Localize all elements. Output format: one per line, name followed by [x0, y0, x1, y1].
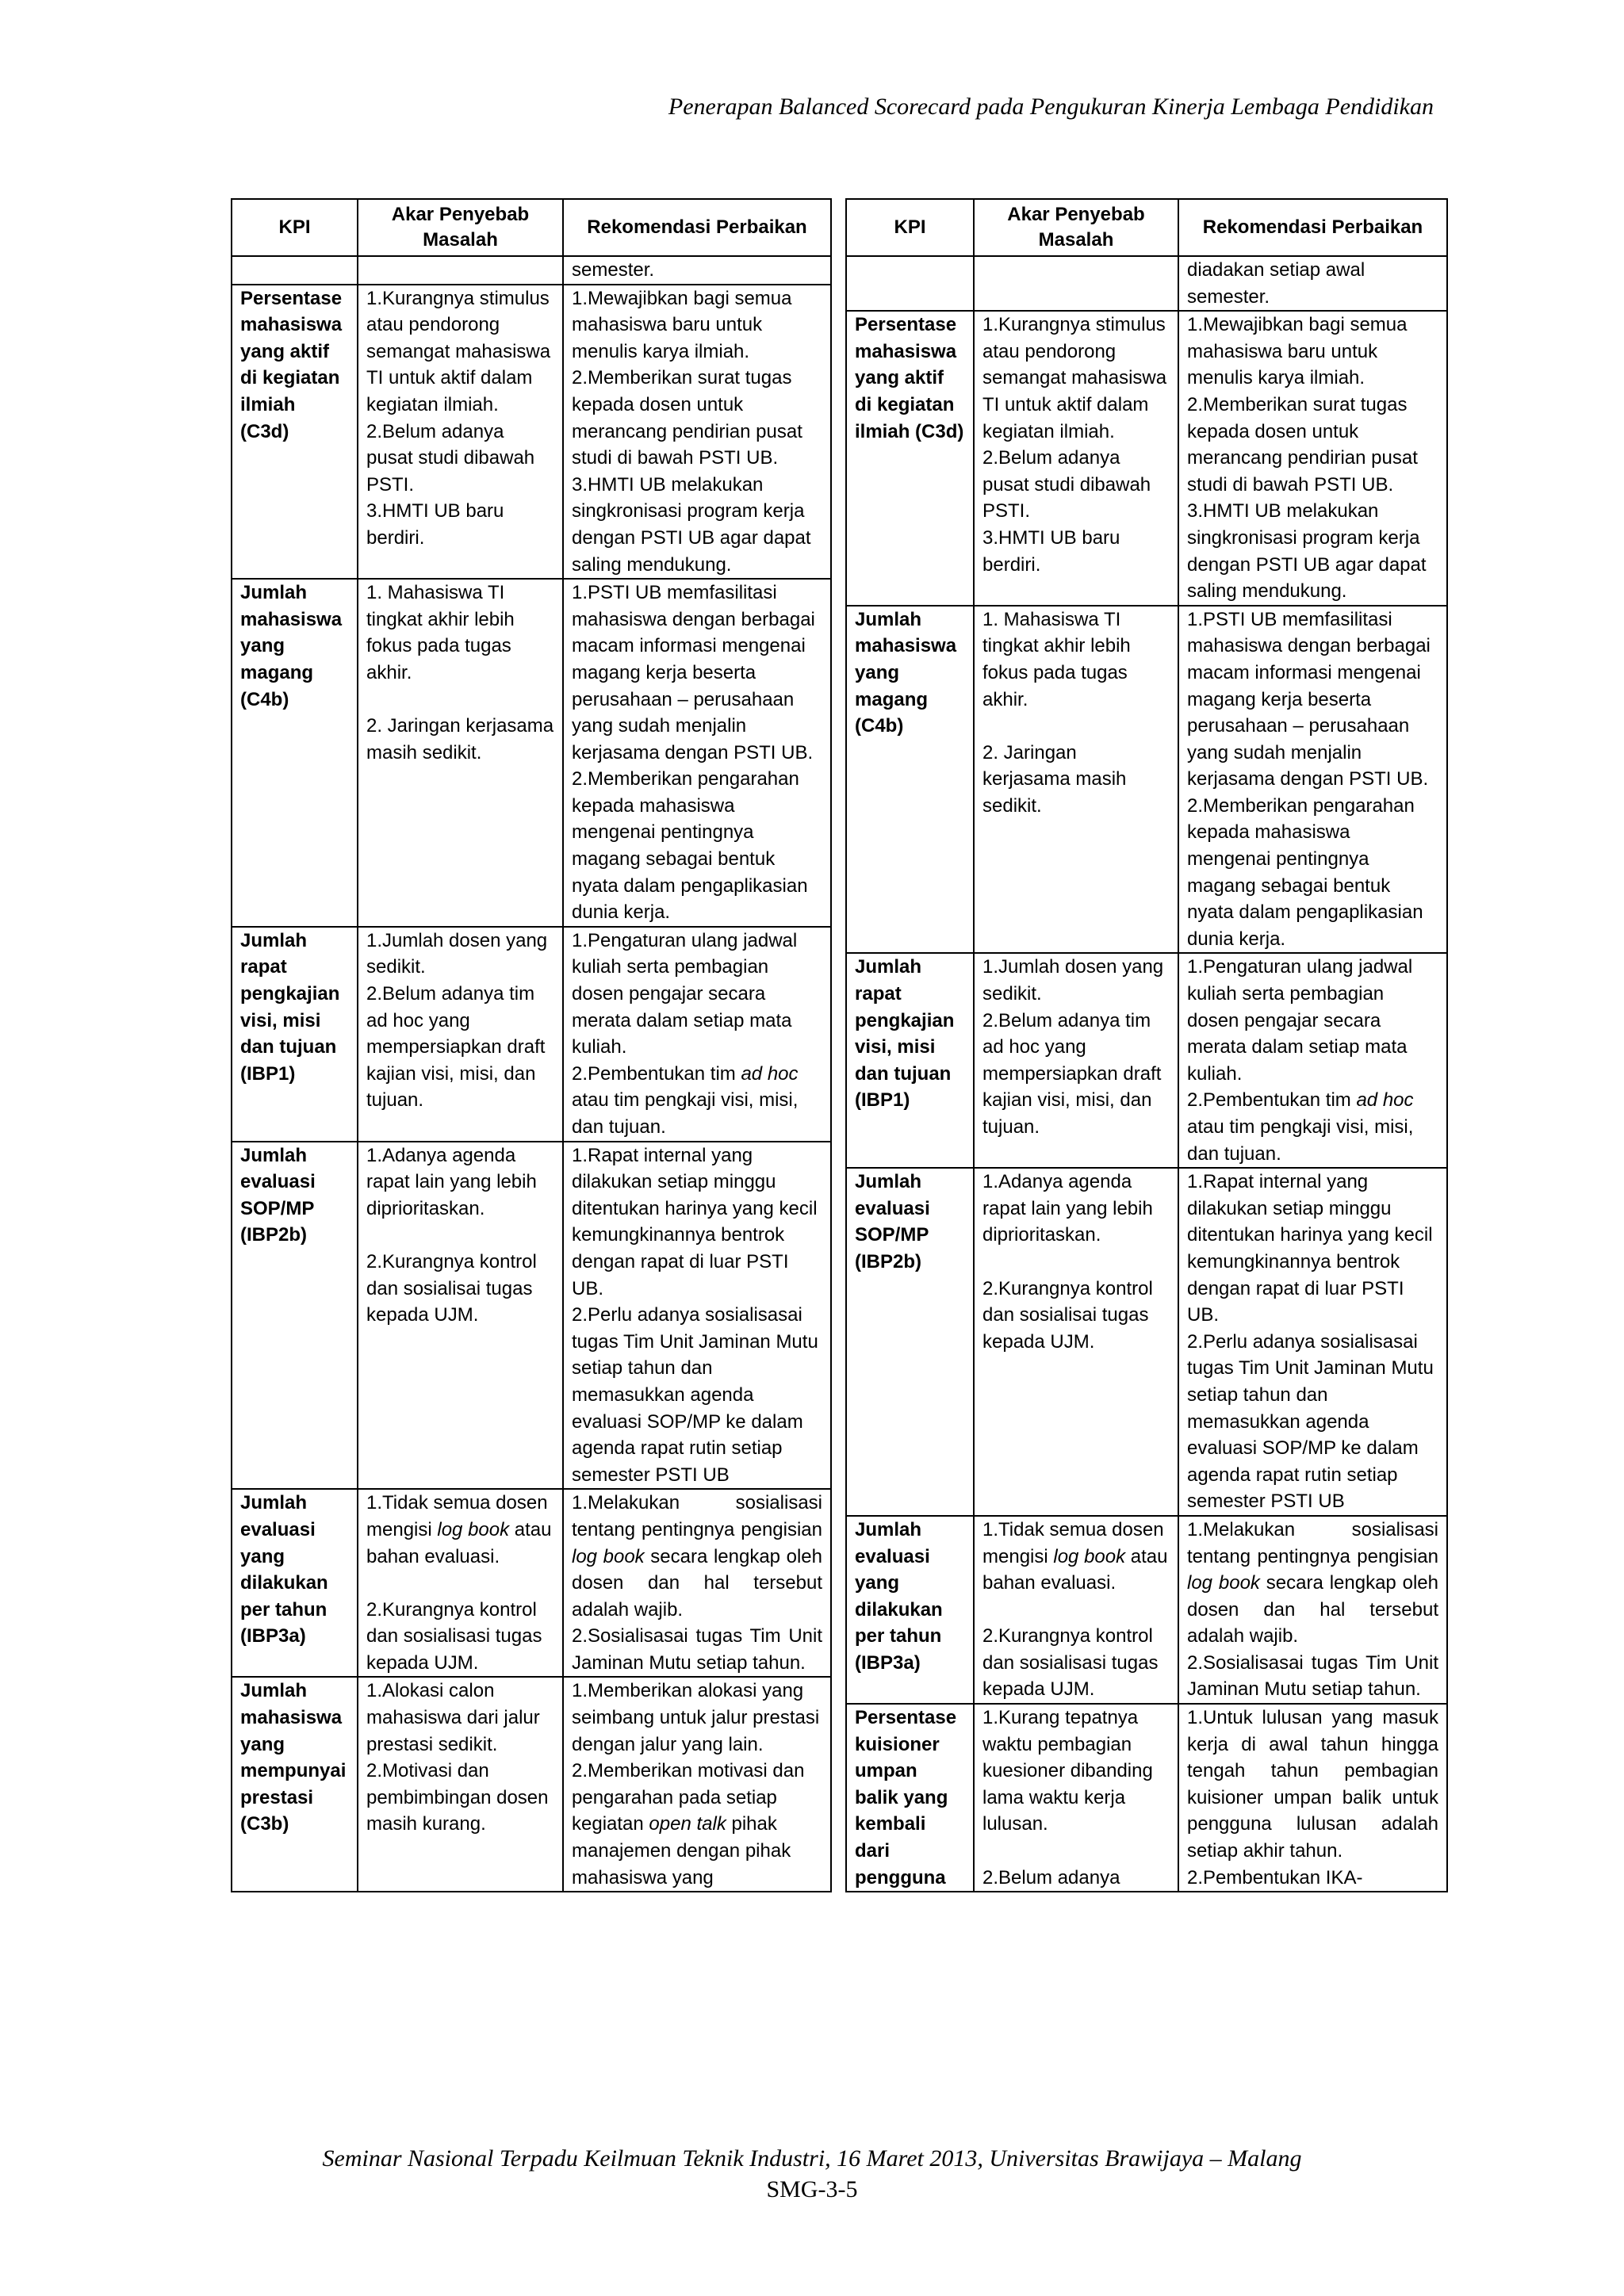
- rek-item: 1.PSTI UB memfasilitasi mahasiswa dengan berbagai macam informasi mengenai magang kerja beserta perusahaan – perusahaan yang sudah menjalin kerjasama dengan PSTI UB.: [1187, 608, 1431, 790]
- kpi-cell: Jumlah mahasiswa yang magang (C4b): [846, 606, 974, 954]
- akar-item: 1.Tidak semua dosen mengisi log book atau bahan evaluasi.: [366, 1492, 552, 1567]
- rek-cell: [1178, 311, 1447, 606]
- rek-item: 2.Perlu adanya sosialisasai tugas Tim Unit Jaminan Mutu setiap tahun dan memasukkan agenda evaluasi SOP/MP ke dalam agenda rapat rutin setiap semester PSTI UB: [1187, 1330, 1434, 1513]
- table-row: [232, 1677, 831, 1892]
- table-row: [846, 606, 1447, 954]
- akar-cell: [974, 311, 1178, 606]
- akar-cell: [358, 579, 563, 927]
- rek-cell: [1178, 606, 1447, 954]
- running-header: Penerapan Balanced Scorecard pada Pengukuran Kinerja Lembaga Pendidikan: [668, 94, 1434, 120]
- akar-item: 1. Mahasiswa TI tingkat akhir lebih fokus pada tugas akhir.: [982, 608, 1131, 710]
- table-row: [232, 1142, 831, 1490]
- table-row: [846, 256, 1447, 311]
- akar-item: 1.Kurangnya stimulus atau pendorong semangat mahasiswa TI untuk aktif dalam kegiatan ilmiah.: [366, 287, 551, 415]
- akar-item: 1.Kurangnya stimulus atau pendorong semangat mahasiswa TI untuk aktif dalam kegiatan ilmiah.: [982, 314, 1167, 442]
- kpi-cell: Jumlah evaluasi SOP/MP (IBP2b): [846, 1168, 974, 1516]
- table-row: [846, 311, 1447, 606]
- rek-item: 2.Pembentukan tim ad hoc atau tim pengkaji visi, misi, dan tujuan.: [572, 1062, 799, 1138]
- rek-item: 2.Memberikan pengarahan kepada mahasiswa mengenai pentingnya magang sebagai bentuk nyata dalam pengaplikasian dunia kerja.: [1187, 794, 1423, 950]
- table-row: [232, 927, 831, 1142]
- akar-item: 3.HMTI UB baru berdiri.: [982, 526, 1120, 576]
- rek-item: 2.Memberikan surat tugas kepada dosen untuk merancang pendirian pusat studi di bawah PSTI UB.: [1187, 393, 1418, 496]
- rek-item: 2.Pembentukan tim ad hoc atau tim pengkaji visi, misi, dan tujuan.: [1187, 1089, 1414, 1165]
- akar-item: 2.Kurangnya kontrol dan sosialisasi tugas kepada UJM.: [366, 1598, 542, 1674]
- table-row: [232, 1489, 831, 1677]
- header-akar: Akar Penyebab Masalah: [358, 199, 563, 256]
- akar-item: 2.Belum adanya tim ad hoc yang mempersiapkan draft kajian visi, misi, dan tujuan.: [366, 983, 546, 1112]
- rek-item: 2.Memberikan surat tugas kepada dosen untuk merancang pendirian pusat studi di bawah PSTI UB.: [572, 367, 802, 469]
- table-header-row: [846, 199, 1447, 256]
- akar-item: 2.Kurangnya kontrol dan sosialisai tugas kepada UJM.: [982, 1277, 1153, 1353]
- rek-item: 1.PSTI UB memfasilitasi mahasiswa dengan berbagai macam informasi mengenai magang kerja beserta perusahaan – perusahaan yang sudah menjalin kerjasama dengan PSTI UB.: [572, 582, 815, 763]
- kpi-cell: Jumlah mahasiswa yang magang (C4b): [232, 579, 358, 927]
- akar-item: 2.Kurangnya kontrol dan sosialisasi tugas kepada UJM.: [982, 1625, 1159, 1701]
- rek-item: 1.Untuk lulusan yang masuk kerja di awal tahun hingga tengah tahun pembagian kuisioner umpan balik untuk pengguna lulusan adalah setiap akhir tahun.: [1187, 1707, 1438, 1862]
- rek-item: 1.Melakukan sosialisasi tentang pentingnya pengisian log book secara lengkap oleh dosen dan hal tersebut adalah wajib.: [572, 1492, 822, 1621]
- table-row: [232, 256, 831, 285]
- rek-cell: [1178, 1516, 1447, 1704]
- header-kpi: KPI: [846, 199, 974, 256]
- akar-item: 1.Jumlah dosen yang sedikit.: [366, 929, 548, 978]
- rek-cell: [563, 1142, 831, 1490]
- akar-item: 1. Mahasiswa TI tingkat akhir lebih fokus pada tugas akhir.: [366, 582, 515, 683]
- kpi-cell: Jumlah rapat pengkajian visi, misi dan tujuan (IBP1): [846, 953, 974, 1168]
- rek-cell: [563, 579, 831, 927]
- footer-conference: Seminar Nasional Terpadu Keilmuan Teknik Industri, 16 Maret 2013, Universitas Brawijaya – Malang: [322, 2145, 1302, 2172]
- header-rekomendasi: Rekomendasi Perbaikan: [1178, 199, 1447, 256]
- kpi-cell: Persentase mahasiswa yang aktif di kegiatan ilmiah (C3d): [232, 285, 358, 580]
- akar-cell: [358, 285, 563, 580]
- kpi-cell: Jumlah evaluasi yang dilakukan per tahun (IBP3a): [232, 1489, 358, 1677]
- rek-cell: [1178, 1168, 1447, 1516]
- akar-cell: [974, 1168, 1178, 1516]
- kpi-table-left: [231, 198, 832, 1892]
- rek-item: 2.Memberikan pengarahan kepada mahasiswa mengenai pentingnya magang sebagai bentuk nyata dalam pengaplikasian dunia kerja.: [572, 768, 808, 924]
- akar-item: 2.Motivasi dan pembimbingan dosen masih kurang.: [366, 1760, 549, 1835]
- akar-item: 1.Tidak semua dosen mengisi log book atau bahan evaluasi.: [982, 1518, 1168, 1594]
- table-row: [232, 579, 831, 927]
- rek-item: 3.HMTI UB melakukan singkronisasi program kerja dengan PSTI UB agar dapat saling mendukung.: [572, 473, 811, 576]
- rek-cell: [1178, 1704, 1447, 1892]
- table-header-row: [232, 199, 831, 256]
- rek-cell: semester.: [563, 256, 831, 285]
- kpi-cell: Jumlah evaluasi SOP/MP (IBP2b): [232, 1142, 358, 1490]
- akar-cell: [974, 953, 1178, 1168]
- header-kpi: KPI: [232, 199, 358, 256]
- akar-item: 2. Jaringan kerjasama masih sedikit.: [366, 715, 554, 763]
- akar-item: 3.HMTI UB baru berdiri.: [366, 500, 504, 549]
- akar-item: 2.Belum adanya pusat studi dibawah PSTI.: [982, 447, 1151, 522]
- akar-cell: [358, 1142, 563, 1490]
- rek-item: 1.Rapat internal yang dilakukan setiap minggu ditentukan harinya yang kecil kemungkinannya bentrok dengan rapat di luar PSTI UB.: [1187, 1171, 1433, 1326]
- rek-item: 2.Perlu adanya sosialisasai tugas Tim Unit Jaminan Mutu setiap tahun dan memasukkan agenda evaluasi SOP/MP ke dalam agenda rapat rutin setiap semester PSTI UB: [572, 1304, 818, 1486]
- kpi-cell: Persentase mahasiswa yang aktif di kegiatan ilmiah (C3d): [846, 311, 974, 606]
- akar-cell: [974, 606, 1178, 954]
- rek-cell: [563, 1677, 831, 1892]
- akar-cell: [974, 1704, 1178, 1892]
- kpi-cell: Persentase kuisioner umpan balik yang kembali dari pengguna: [846, 1704, 974, 1892]
- akar-cell: [358, 1489, 563, 1677]
- rek-item: 1.Melakukan sosialisasi tentang pentingnya pengisian log book secara lengkap oleh dosen dan hal tersebut adalah wajib.: [1187, 1518, 1438, 1647]
- akar-item: 2.Belum adanya: [982, 1866, 1120, 1888]
- akar-item: 2.Belum adanya tim ad hoc yang mempersiapkan draft kajian visi, misi, dan tujuan.: [982, 1009, 1162, 1138]
- rek-item: 1.Memberikan alokasi yang seimbang untuk jalur prestasi dengan jalur yang lain.: [572, 1680, 820, 1755]
- rek-cell: [563, 927, 831, 1142]
- akar-item: 1.Jumlah dosen yang sedikit.: [982, 956, 1164, 1005]
- kpi-table-right: [845, 198, 1448, 1892]
- page-number: SMG-3-5: [766, 2176, 858, 2202]
- kpi-cell: Jumlah rapat pengkajian visi, misi dan tujuan (IBP1): [232, 927, 358, 1142]
- rek-item: 2.Sosialisasai tugas Tim Unit Jaminan Mutu setiap tahun.: [1187, 1651, 1438, 1701]
- akar-cell: [974, 1516, 1178, 1704]
- rek-item: 1.Mewajibkan bagi semua mahasiswa baru untuk menulis karya ilmiah.: [572, 287, 792, 362]
- akar-cell: [358, 927, 563, 1142]
- akar-item: 2.Belum adanya pusat studi dibawah PSTI.: [366, 420, 535, 496]
- rek-item: 2.Sosialisasai tugas Tim Unit Jaminan Mutu setiap tahun.: [572, 1625, 822, 1674]
- rek-item: 3.HMTI UB melakukan singkronisasi program kerja dengan PSTI UB agar dapat saling mendukung.: [1187, 500, 1427, 603]
- rek-item: 1.Pengaturan ulang jadwal kuliah serta pembagian dosen pengajar secara merata dalam setiap mata kuliah.: [572, 929, 798, 1058]
- akar-item: 2. Jaringan kerjasama masih sedikit.: [982, 741, 1127, 817]
- rek-item: 2.Pembentukan IKA-: [1187, 1866, 1363, 1888]
- kpi-cell: Jumlah evaluasi yang dilakukan per tahun (IBP3a): [846, 1516, 974, 1704]
- akar-item: 1.Kurang tepatnya waktu pembagian kuesioner dibanding lama waktu kerja lulusan.: [982, 1707, 1153, 1835]
- rek-item: 1.Pengaturan ulang jadwal kuliah serta pembagian dosen pengajar secara merata dalam setiap mata kuliah.: [1187, 956, 1413, 1085]
- table-row: [232, 285, 831, 580]
- akar-item: 1.Alokasi calon mahasiswa dari jalur prestasi sedikit.: [366, 1680, 540, 1755]
- kpi-cell: Jumlah mahasiswa yang mempunyai prestasi (C3b): [232, 1677, 358, 1892]
- rek-item: 1.Rapat internal yang dilakukan setiap minggu ditentukan harinya yang kecil kemungkinannya bentrok dengan rapat di luar PSTI UB.: [572, 1144, 818, 1299]
- akar-item: 2.Kurangnya kontrol dan sosialisai tugas kepada UJM.: [366, 1250, 537, 1326]
- rek-item: 2.Memberikan motivasi dan pengarahan pada setiap kegiatan open talk pihak manajemen dengan pihak mahasiswa yang: [572, 1760, 805, 1888]
- header-akar: Akar Penyebab Masalah: [974, 199, 1178, 256]
- table-row: [846, 1168, 1447, 1516]
- akar-cell: [358, 1677, 563, 1892]
- rek-item: 1.Mewajibkan bagi semua mahasiswa baru untuk menulis karya ilmiah.: [1187, 314, 1408, 389]
- table-row: [846, 1704, 1447, 1892]
- rek-cell: diadakan setiap awal semester.: [1178, 256, 1447, 311]
- header-rekomendasi: Rekomendasi Perbaikan: [563, 199, 831, 256]
- rek-cell: [563, 1489, 831, 1677]
- akar-item: 1.Adanya agenda rapat lain yang lebih diprioritaskan.: [982, 1171, 1153, 1246]
- akar-item: 1.Adanya agenda rapat lain yang lebih diprioritaskan.: [366, 1144, 537, 1219]
- rek-cell: [563, 285, 831, 580]
- table-row: [846, 1516, 1447, 1704]
- table-row: [846, 953, 1447, 1168]
- rek-cell: [1178, 953, 1447, 1168]
